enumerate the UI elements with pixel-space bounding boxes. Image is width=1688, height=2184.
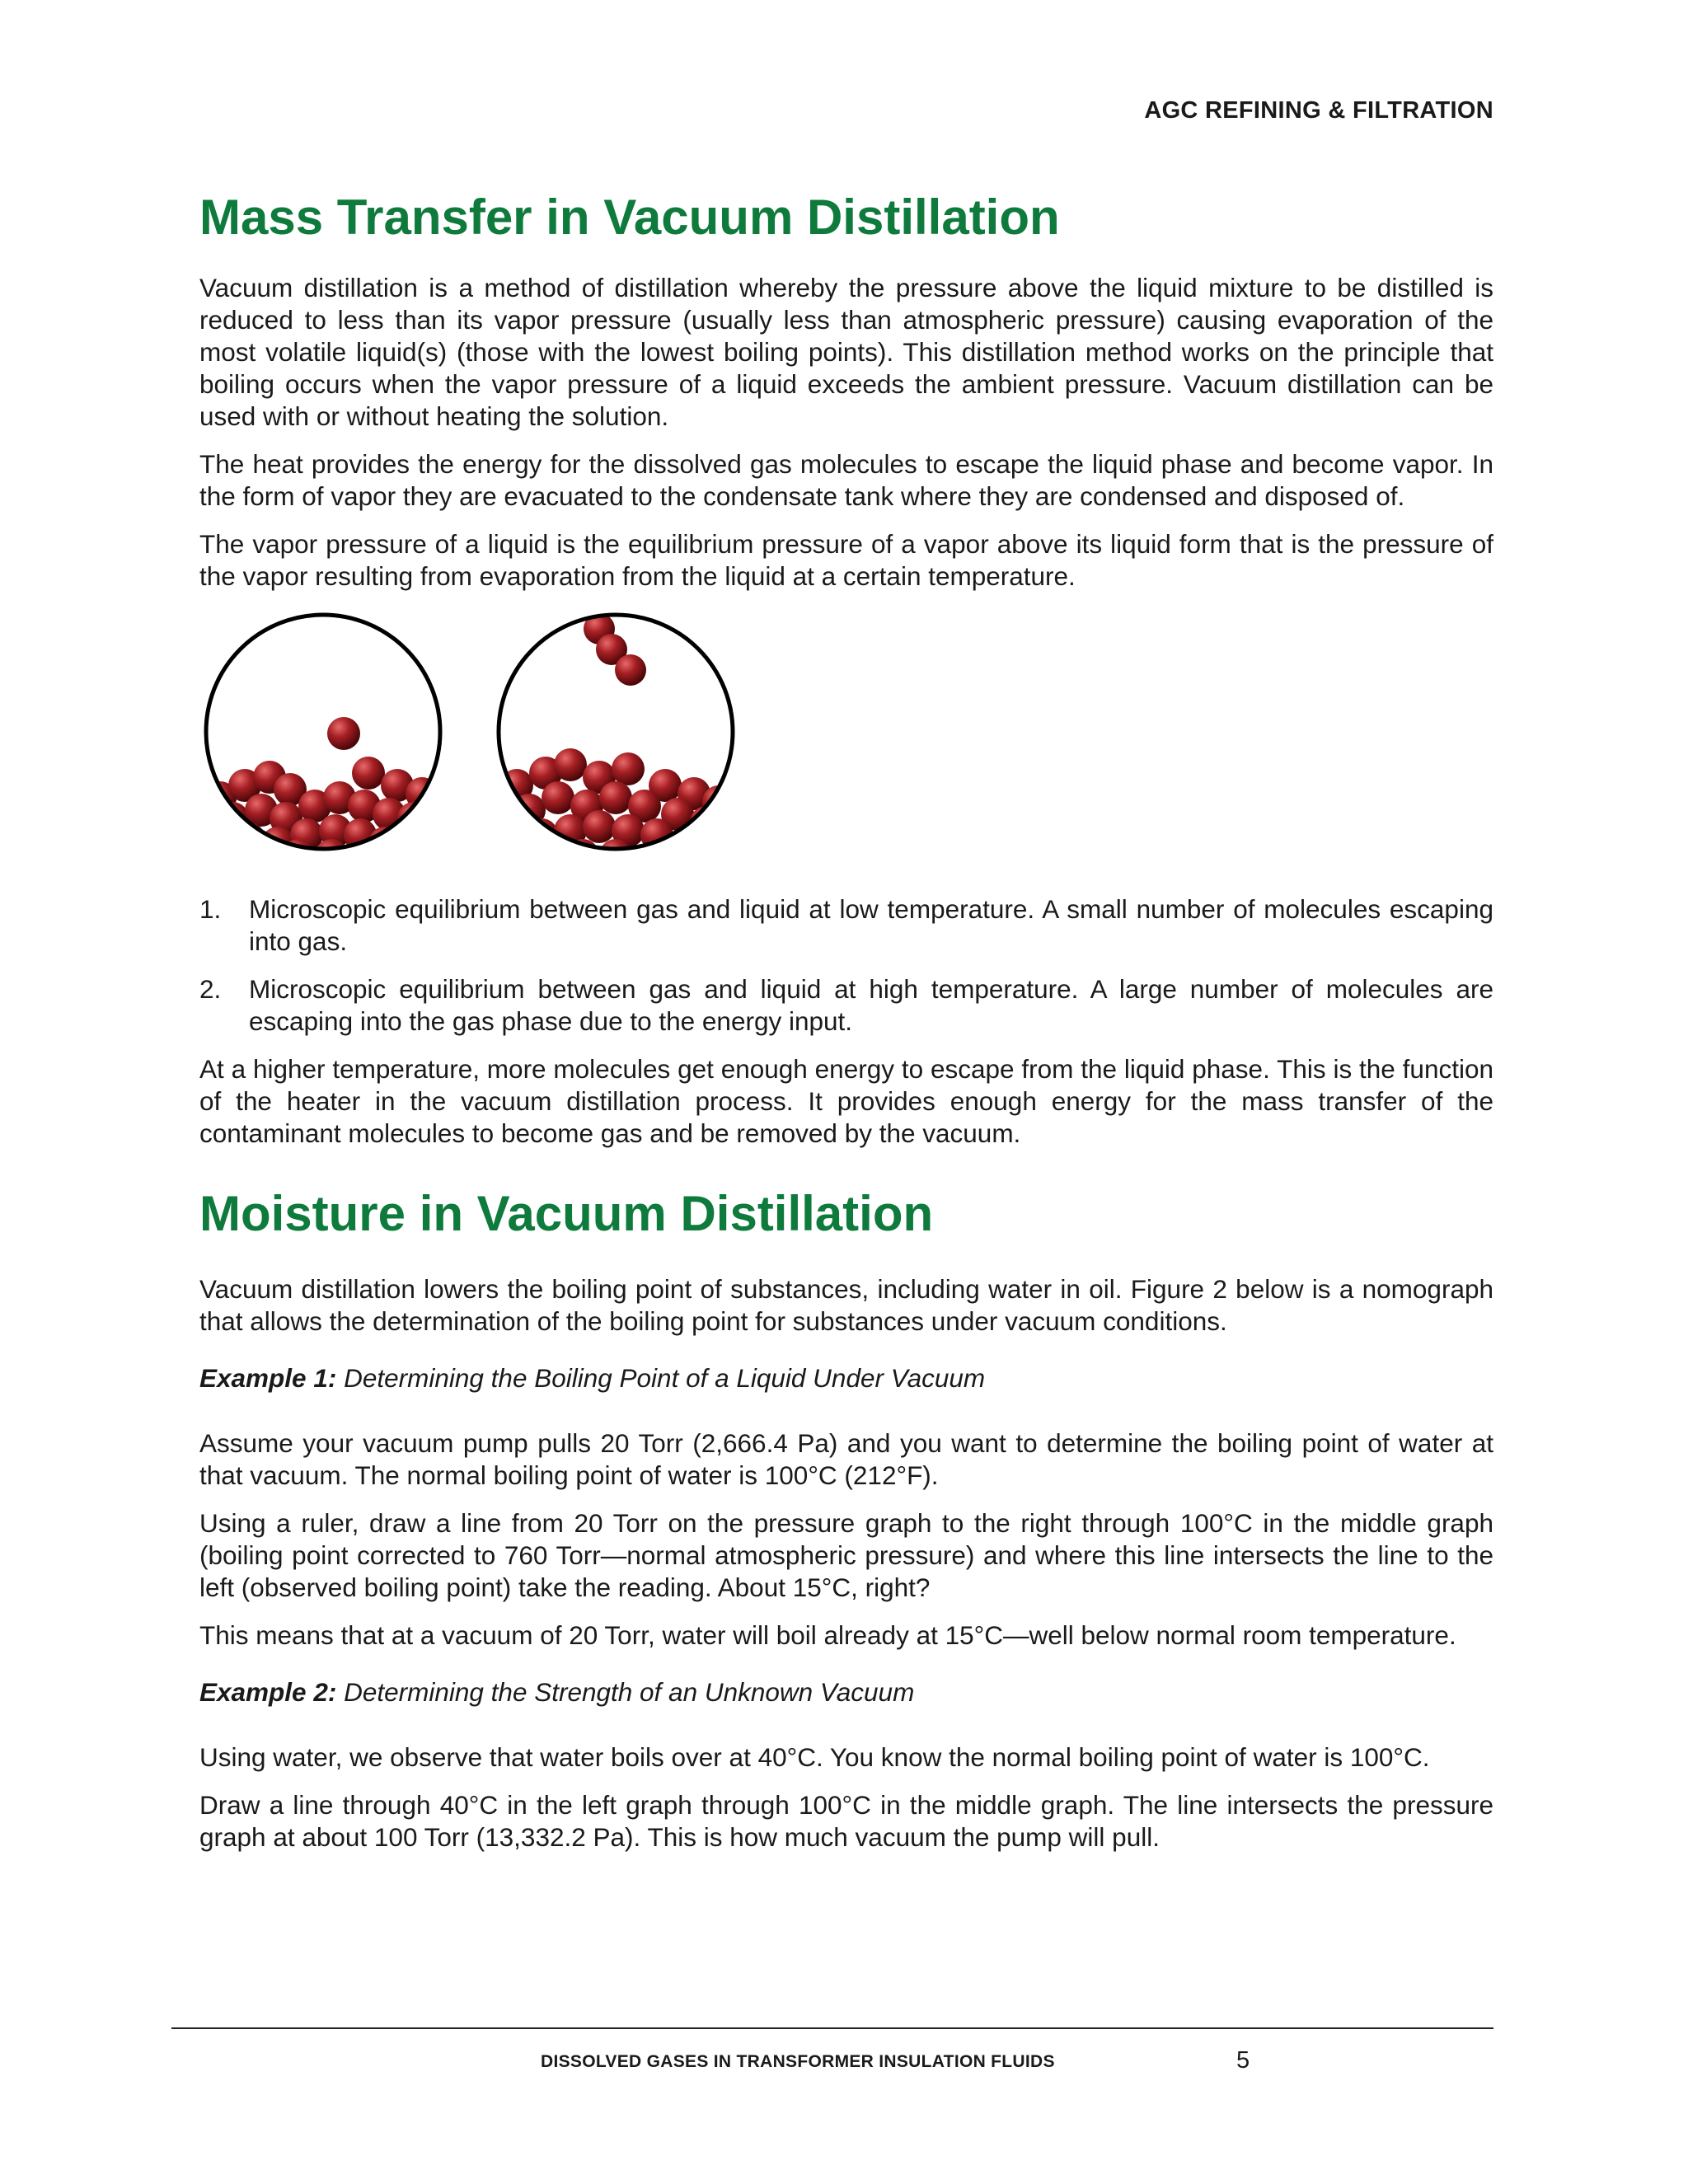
example-title: Determining the Strength of an Unknown Vacuum	[336, 1677, 915, 1707]
paragraph: Assume your vacuum pump pulls 20 Torr (2,666.4 Pa) and you want to determine the boiling point of water at that vacuum. The normal boiling point of water is 100°C (212°F).	[199, 1428, 1493, 1490]
example-2-heading	[199, 1676, 1493, 1708]
paragraph: The vapor pressure of a liquid is the equilibrium pressure of a vapor above its liquid form that is the pressure of the vapor resulting from evaporation from the liquid at a certain temperature.	[199, 529, 1493, 591]
list-item	[199, 893, 1493, 958]
paragraph: The heat provides the energy for the dissolved gas molecules to escape the liquid phase and become vapor. In the form of vapor they are evacuated to the condensate tank where they are condensed and disposed of.	[199, 449, 1493, 511]
paragraph: Draw a line through 40°C in the left graph through 100°C in the middle graph. The line intersects the pressure graph at about 100 Torr (13,332.2 Pa). This is how much vacuum the pump will pull.	[199, 1790, 1493, 1852]
running-header: AGC REFINING & FILTRATION	[1144, 97, 1493, 124]
list-item	[199, 973, 1493, 1038]
list-number: 2.	[199, 974, 222, 1004]
section-title-moisture: Moisture in Vacuum Distillation	[199, 1186, 934, 1241]
list-text: Microscopic equilibrium between gas and liquid at low temperature. A small number of molecules escaping into gas.	[249, 894, 1493, 956]
example-label: Example 1:	[199, 1363, 337, 1393]
paragraph: This means that at a vacuum of 20 Torr, water will boil already at 15°C—well below normal room temperature.	[199, 1620, 1456, 1650]
molecule-figure	[199, 608, 1493, 872]
paragraph: At a higher temperature, more molecules get enough energy to escape from the liquid phase. This is the function of the heater in the vacuum distillation process. It provides enough energy for the mass transfer of the contaminant molecules to become gas and be removed by the vacuum.	[199, 1054, 1493, 1148]
paragraph: Using water, we observe that water boils over at 40°C. You know the normal boiling point of water is 100°C.	[199, 1742, 1430, 1772]
high-temperature-molecules-illustration	[492, 608, 739, 855]
footer-divider	[171, 2027, 1493, 2029]
page-number: 5	[1236, 2047, 1250, 2074]
paragraph: Using a ruler, draw a line from 20 Torr on the pressure graph to the right through 100°C in the middle graph (boiling point corrected to 760 Torr—normal atmospheric pressure) and where this line intersects the line to the left (observed boiling point) take the reading. About 15°C, right?	[199, 1508, 1493, 1602]
low-temperature-molecules-illustration	[199, 608, 447, 855]
section-title-mass-transfer: Mass Transfer in Vacuum Distillation	[199, 190, 1060, 245]
page-content	[199, 188, 1493, 1869]
list-number: 1.	[199, 894, 222, 924]
example-label: Example 2:	[199, 1677, 337, 1707]
list-text: Microscopic equilibrium between gas and liquid at high temperature. A large number of molecules are escaping into the gas phase due to the energy input.	[249, 974, 1493, 1036]
figure-caption-list	[199, 893, 1493, 1038]
example-title: Determining the Boiling Point of a Liquid Under Vacuum	[336, 1363, 986, 1393]
footer-title: DISSOLVED GASES IN TRANSFORMER INSULATION FLUIDS	[541, 2052, 1055, 2071]
section-moisture	[199, 1184, 1493, 1854]
paragraph: Vacuum distillation lowers the boiling point of substances, including water in oil. Figure 2 below is a nomograph that allows the determination of the boiling point for substances under vacuum conditions.	[199, 1274, 1493, 1336]
paragraph: Vacuum distillation is a method of distillation whereby the pressure above the liquid mixture to be distilled is reduced to less than its vapor pressure (usually less than atmospheric pressure) causing evaporation of the most volatile liquid(s) (those with the lowest boiling points). This distillation method works on the principle that boiling occurs when the vapor pressure of a liquid exceeds the ambient pressure. Vacuum distillation can be used with or without heating the solution.	[199, 273, 1493, 431]
section-mass-transfer	[199, 188, 1493, 1150]
example-1-heading	[199, 1362, 1493, 1394]
